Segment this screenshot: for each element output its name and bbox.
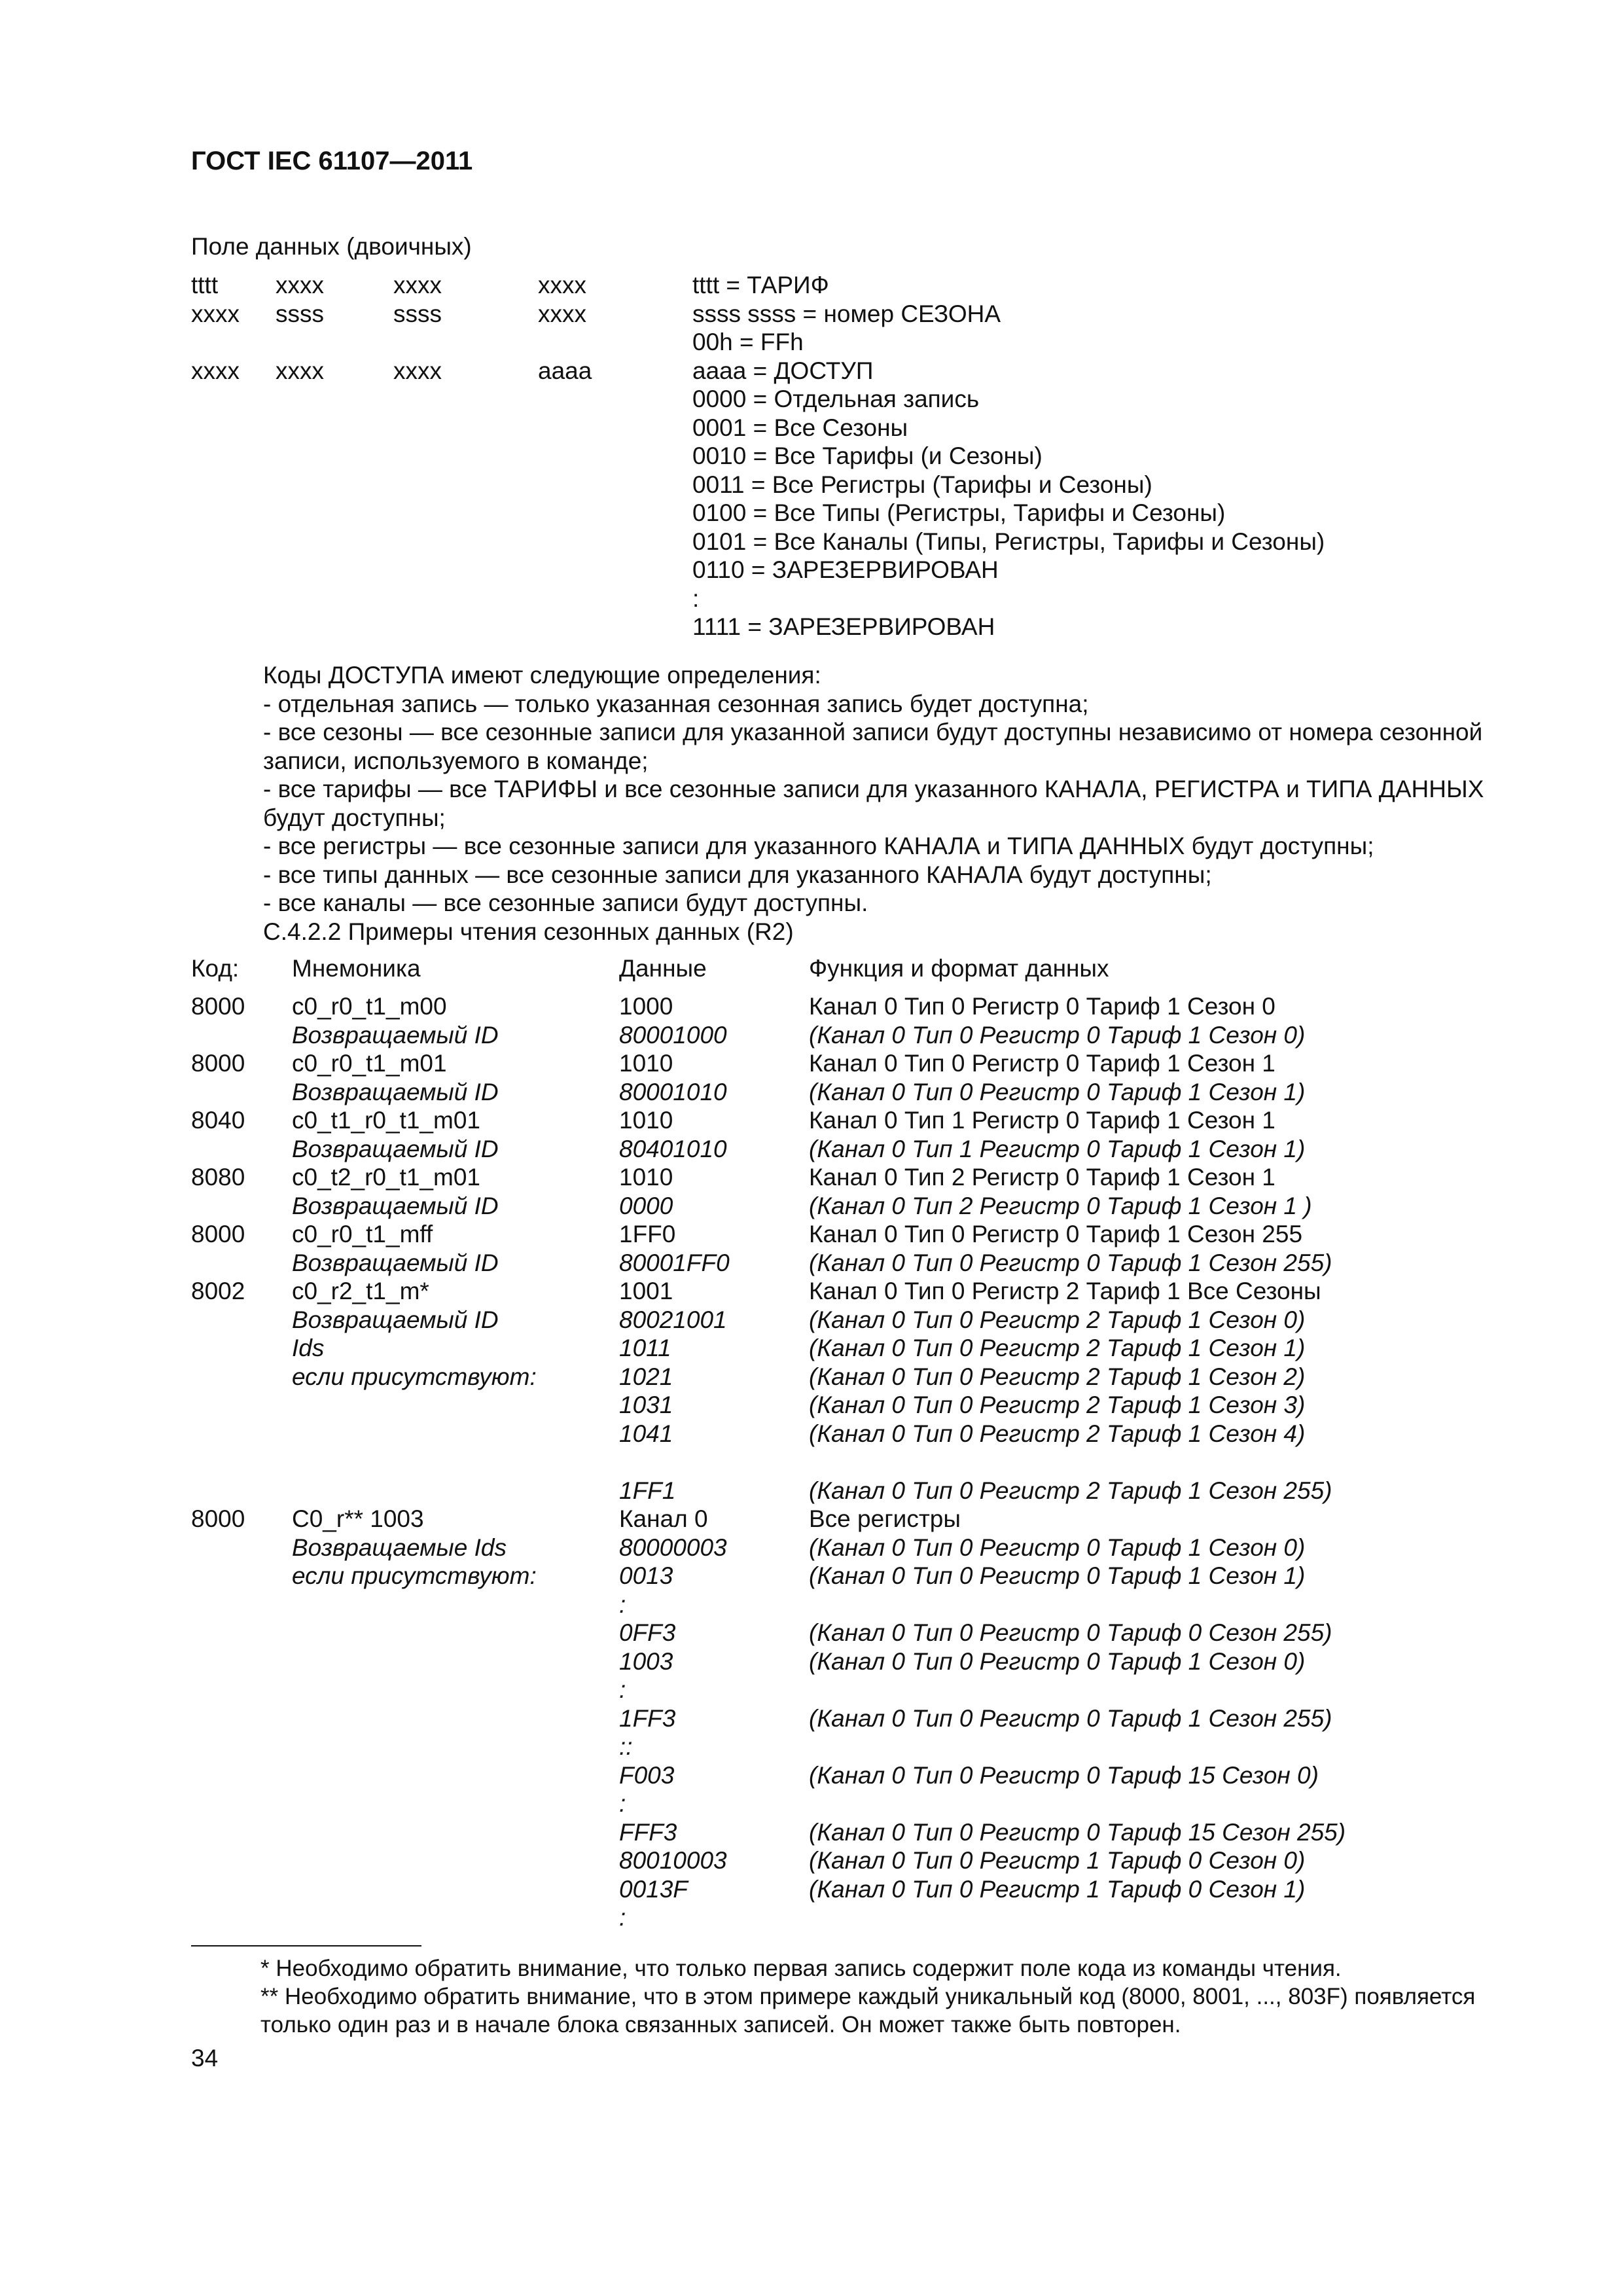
row-data: 80021001 xyxy=(619,1306,727,1333)
document-header: ГОСТ IEC 61107—2011 xyxy=(191,147,473,175)
row-function: (Канал 0 Тип 0 Регистр 0 Тариф 0 Сезон 255) xyxy=(809,1619,1332,1646)
row-mnemonic: c0_t2_r0_t1_m01 xyxy=(292,1164,480,1191)
footnote: * Необходимо обратить внимание, что только первая запись содержит поле кода из команды чтения. xyxy=(260,1956,1342,1981)
table-row xyxy=(0,1021,1623,1050)
row-data: 1003 xyxy=(619,1647,673,1675)
access-code-item: - все сезоны — все сезонные записи для указанной записи будут доступны независимо от номера сезонной записи, используемого в команде; xyxy=(263,719,1483,774)
description-line: aaaa = ДОСТУП xyxy=(692,357,874,384)
table-row xyxy=(0,1761,1623,1790)
row-mnemonic: Возвращаемый ID xyxy=(292,1249,499,1276)
row-function: (Канал 0 Тип 0 Регистр 2 Тариф 1 Сезон 1) xyxy=(809,1335,1306,1361)
description-line: 0110 = ЗАРЕЗЕРВИРОВАН xyxy=(692,556,999,583)
table-row xyxy=(0,1619,1623,1647)
row-code: 8000 xyxy=(191,993,245,1020)
bits-col-4 xyxy=(538,271,592,385)
row-mnemonic: Возвращаемый ID xyxy=(292,1021,499,1049)
description-line: : xyxy=(692,584,700,612)
footnotes xyxy=(191,1954,1495,2039)
row-mnemonic: если присутствуют: xyxy=(292,1562,537,1589)
row-data: 0FF3 xyxy=(619,1619,676,1646)
row-function: Канал 0 Тип 0 Регистр 0 Тариф 1 Сезон 255 xyxy=(809,1221,1303,1247)
table-row xyxy=(0,1534,1623,1562)
row-function: Канал 0 Тип 0 Регистр 0 Тариф 1 Сезон 0 xyxy=(809,993,1275,1020)
description-line: 0011 = Все Регистры (Тарифы и Сезоны) xyxy=(692,471,1152,498)
table-row xyxy=(0,1391,1623,1420)
access-code-item: - все тарифы — все ТАРИФЫ и все сезонные записи для указанного КАНАЛА, РЕГИСТРА и ТИПА ДАННЫХ будут доступны; xyxy=(263,776,1484,831)
row-data: 80001000 xyxy=(619,1021,727,1049)
access-codes-block xyxy=(191,661,1495,946)
description-line: 0000 = Отдельная запись xyxy=(692,386,980,412)
row-mnemonic: если присутствуют: xyxy=(292,1363,537,1390)
row-data: 0013F xyxy=(619,1875,688,1903)
row-function: (Канал 0 Тип 0 Регистр 2 Тариф 1 Сезон 255) xyxy=(809,1477,1332,1504)
table-row xyxy=(0,1049,1623,1078)
table-row xyxy=(0,1647,1623,1676)
page-number: 34 xyxy=(191,2045,219,2072)
access-code-item: - все каналы — все сезонные записи будут доступны. xyxy=(263,889,868,916)
access-code-item: - все регистры — все сезонные записи для указанного КАНАЛА и ТИПА ДАННЫХ будут доступны; xyxy=(263,833,1374,859)
row-mnemonic: Возвращаемый ID xyxy=(292,1192,499,1219)
table-row xyxy=(0,1163,1623,1192)
table-row xyxy=(0,1363,1623,1391)
row-function: (Канал 0 Тип 0 Регистр 2 Тариф 1 Сезон 4) xyxy=(809,1420,1306,1447)
bits-cell: tttt xyxy=(191,272,219,298)
row-function: (Канал 0 Тип 0 Регистр 2 Тариф 1 Сезон 0) xyxy=(809,1306,1306,1333)
table-row xyxy=(0,1676,1623,1704)
table-row xyxy=(0,1249,1623,1278)
row-function: (Канал 0 Тип 0 Регистр 0 Тариф 15 Сезон 0) xyxy=(809,1761,1319,1789)
row-code: 8000 xyxy=(191,1505,245,1532)
bits-cell: ssss xyxy=(276,300,324,327)
table-row xyxy=(0,1420,1623,1448)
bits-cell xyxy=(538,328,592,357)
row-code: 8040 xyxy=(191,1107,245,1134)
description-line: tttt = ТАРИФ xyxy=(692,272,829,298)
row-function: (Канал 0 Тип 0 Регистр 0 Тариф 1 Сезон 0) xyxy=(809,1647,1306,1675)
table-row xyxy=(0,1590,1623,1619)
row-mnemonic: c0_r0_t1_m00 xyxy=(292,993,447,1020)
row-data: 1FF1 xyxy=(619,1477,676,1504)
table-row xyxy=(0,1732,1623,1761)
row-data: 0000 xyxy=(619,1192,673,1219)
row-data: :: xyxy=(619,1733,633,1760)
row-mnemonic: Ids xyxy=(292,1335,325,1361)
row-mnemonic: Возвращаемый ID xyxy=(292,1078,499,1105)
description-line: 0100 = Все Типы (Регистры, Тарифы и Сезоны) xyxy=(692,499,1226,526)
table-row xyxy=(0,1875,1623,1904)
row-function: (Канал 0 Тип 0 Регистр 2 Тариф 1 Сезон 3) xyxy=(809,1391,1306,1418)
table-row xyxy=(0,1078,1623,1107)
data-field-title: Поле данных (двоичных) xyxy=(191,233,472,260)
row-data: 80001010 xyxy=(619,1078,727,1105)
bits-cell xyxy=(191,328,240,357)
row-function: Канал 0 Тип 0 Регистр 2 Тариф 1 Все Сезоны xyxy=(809,1278,1321,1304)
row-data: 80000003 xyxy=(619,1534,727,1561)
row-code: 8000 xyxy=(191,1221,245,1247)
access-codes-intro: Коды ДОСТУПА имеют следующие определения: xyxy=(263,662,821,689)
row-function: (Канал 0 Тип 0 Регистр 0 Тариф 1 Сезон 0) xyxy=(809,1021,1306,1049)
row-data: 1011 xyxy=(619,1335,671,1361)
table-row xyxy=(0,1846,1623,1875)
description-line: 1111 = ЗАРЕЗЕРВИРОВАН xyxy=(692,613,995,640)
bits-col-3 xyxy=(393,271,442,385)
bits-cell: xxxx xyxy=(276,357,324,384)
description-line: ssss ssss = номер СЕЗОНА xyxy=(692,300,1001,327)
row-data: : xyxy=(619,1676,626,1703)
row-data: 1010 xyxy=(619,1164,673,1191)
description-line: 0001 = Все Сезоны xyxy=(692,414,908,441)
table-row xyxy=(0,1477,1623,1505)
bits-cell: xxxx xyxy=(276,272,324,298)
table-row xyxy=(0,1277,1623,1306)
row-data: Канал 0 xyxy=(619,1505,708,1532)
col-header-function: Функция и формат данных xyxy=(809,955,1109,982)
table-row xyxy=(0,1704,1623,1733)
row-mnemonic: c0_r0_t1_m01 xyxy=(292,1050,447,1077)
row-data: : xyxy=(619,1590,626,1618)
row-function: Канал 0 Тип 1 Регистр 0 Тариф 1 Сезон 1 xyxy=(809,1107,1275,1134)
row-data: F003 xyxy=(619,1761,675,1789)
row-data: 0013 xyxy=(619,1562,673,1589)
bits-cell xyxy=(393,328,442,357)
row-data: 1010 xyxy=(619,1050,673,1077)
col-header-code: Код: xyxy=(191,955,240,982)
row-function: (Канал 0 Тип 0 Регистр 0 Тариф 15 Сезон 255) xyxy=(809,1818,1346,1846)
row-function: (Канал 0 Тип 1 Регистр 0 Тариф 1 Сезон 1) xyxy=(809,1135,1306,1162)
bits-cell xyxy=(276,328,324,357)
row-data: 1000 xyxy=(619,993,673,1020)
table-row xyxy=(0,1818,1623,1847)
row-code: 8000 xyxy=(191,1050,245,1077)
table-row xyxy=(0,1220,1623,1249)
table-row xyxy=(0,1562,1623,1590)
row-function: (Канал 0 Тип 0 Регистр 1 Тариф 0 Сезон 1) xyxy=(809,1875,1306,1903)
row-mnemonic: c0_r0_t1_mff xyxy=(292,1221,433,1247)
table-row xyxy=(0,1789,1623,1818)
row-data: 1010 xyxy=(619,1107,673,1134)
row-mnemonic: Возвращаемый ID xyxy=(292,1135,499,1162)
row-function: (Канал 0 Тип 2 Регистр 0 Тариф 1 Сезон 1 ) xyxy=(809,1192,1312,1219)
row-code: 8002 xyxy=(191,1278,245,1304)
row-data: 80010003 xyxy=(619,1847,727,1874)
row-mnemonic: c0_r2_t1_m* xyxy=(292,1278,429,1304)
description-line: 0010 = Все Тарифы (и Сезоны) xyxy=(692,442,1043,469)
access-code-item: - отдельная запись — только указанная сезонная запись будет доступна; xyxy=(263,690,1089,717)
row-mnemonic: Возвращаемый ID xyxy=(292,1306,499,1333)
bits-cell: xxxx xyxy=(393,357,442,384)
footnote: ** Необходимо обратить внимание, что в этом примере каждый уникальный код (8000, 8001, ..., 803F) появляется только один раз и в начале блока связанных записей. Он может также быть повторен. xyxy=(260,1984,1476,2037)
bits-cell: xxxx xyxy=(538,272,586,298)
row-mnemonic: c0_t1_r0_t1_m01 xyxy=(292,1107,480,1134)
row-data: 1031 xyxy=(619,1391,673,1418)
row-data: 80401010 xyxy=(619,1135,727,1162)
bits-col-2 xyxy=(276,271,324,385)
bits-cell: aaaa xyxy=(538,357,592,384)
row-function: (Канал 0 Тип 0 Регистр 0 Тариф 1 Сезон 1) xyxy=(809,1562,1306,1589)
access-code-item: - все типы данных — все сезонные записи для указанного КАНАЛА будут доступны; xyxy=(263,861,1212,888)
footnote-separator xyxy=(191,1945,421,1946)
description-line: 0101 = Все Каналы (Типы, Регистры, Тарифы и Сезоны) xyxy=(692,528,1325,555)
row-function: (Канал 0 Тип 0 Регистр 0 Тариф 1 Сезон 255) xyxy=(809,1704,1332,1732)
row-function: (Канал 0 Тип 0 Регистр 0 Тариф 1 Сезон 0) xyxy=(809,1534,1306,1561)
table-row xyxy=(0,1306,1623,1335)
row-function: (Канал 0 Тип 0 Регистр 2 Тариф 1 Сезон 2) xyxy=(809,1363,1306,1390)
table-row xyxy=(0,1192,1623,1221)
row-function: (Канал 0 Тип 0 Регистр 0 Тариф 1 Сезон 1) xyxy=(809,1078,1306,1105)
col-header-data: Данные xyxy=(619,955,707,982)
row-data: 1FF0 xyxy=(619,1221,676,1247)
table-row xyxy=(0,1505,1623,1534)
row-data: 1041 xyxy=(619,1420,673,1447)
bits-cell: xxxx xyxy=(191,300,240,327)
row-data: : xyxy=(619,1790,626,1817)
row-data: 80001FF0 xyxy=(619,1249,730,1276)
row-data: FFF3 xyxy=(619,1818,677,1846)
bits-cell: xxxx xyxy=(393,272,442,298)
row-code: 8080 xyxy=(191,1164,245,1191)
description-line: 00h = FFh xyxy=(692,329,804,355)
row-function: (Канал 0 Тип 0 Регистр 1 Тариф 0 Сезон 0) xyxy=(809,1847,1306,1874)
row-data: 1021 xyxy=(619,1363,673,1390)
table-row xyxy=(0,1135,1623,1164)
table-row xyxy=(0,1448,1623,1477)
bits-col-1 xyxy=(191,271,240,385)
row-data: 1FF3 xyxy=(619,1704,676,1732)
bits-cell: ssss xyxy=(393,300,442,327)
row-function: Канал 0 Тип 0 Регистр 0 Тариф 1 Сезон 1 xyxy=(809,1050,1275,1077)
table-row xyxy=(0,1106,1623,1135)
bits-cell: xxxx xyxy=(538,300,586,327)
table-header xyxy=(0,954,1623,983)
data-field-descriptions xyxy=(692,271,1325,641)
table-row xyxy=(0,1334,1623,1363)
row-function: Канал 0 Тип 2 Регистр 0 Тариф 1 Сезон 1 xyxy=(809,1164,1275,1191)
row-mnemonic: C0_r** 1003 xyxy=(292,1505,424,1532)
col-header-mnemonic: Мнемоника xyxy=(292,955,421,982)
row-data: : xyxy=(619,1904,626,1931)
row-mnemonic: Возвращаемые Ids xyxy=(292,1534,507,1561)
table-row xyxy=(0,1903,1623,1932)
section-heading: С.4.2.2 Примеры чтения сезонных данных (R2) xyxy=(263,918,794,945)
row-function: Все регистры xyxy=(809,1505,961,1532)
row-function: (Канал 0 Тип 0 Регистр 0 Тариф 1 Сезон 255) xyxy=(809,1249,1332,1276)
bits-cell: xxxx xyxy=(191,357,240,384)
table-row xyxy=(0,992,1623,1021)
row-data: 1001 xyxy=(619,1278,673,1304)
